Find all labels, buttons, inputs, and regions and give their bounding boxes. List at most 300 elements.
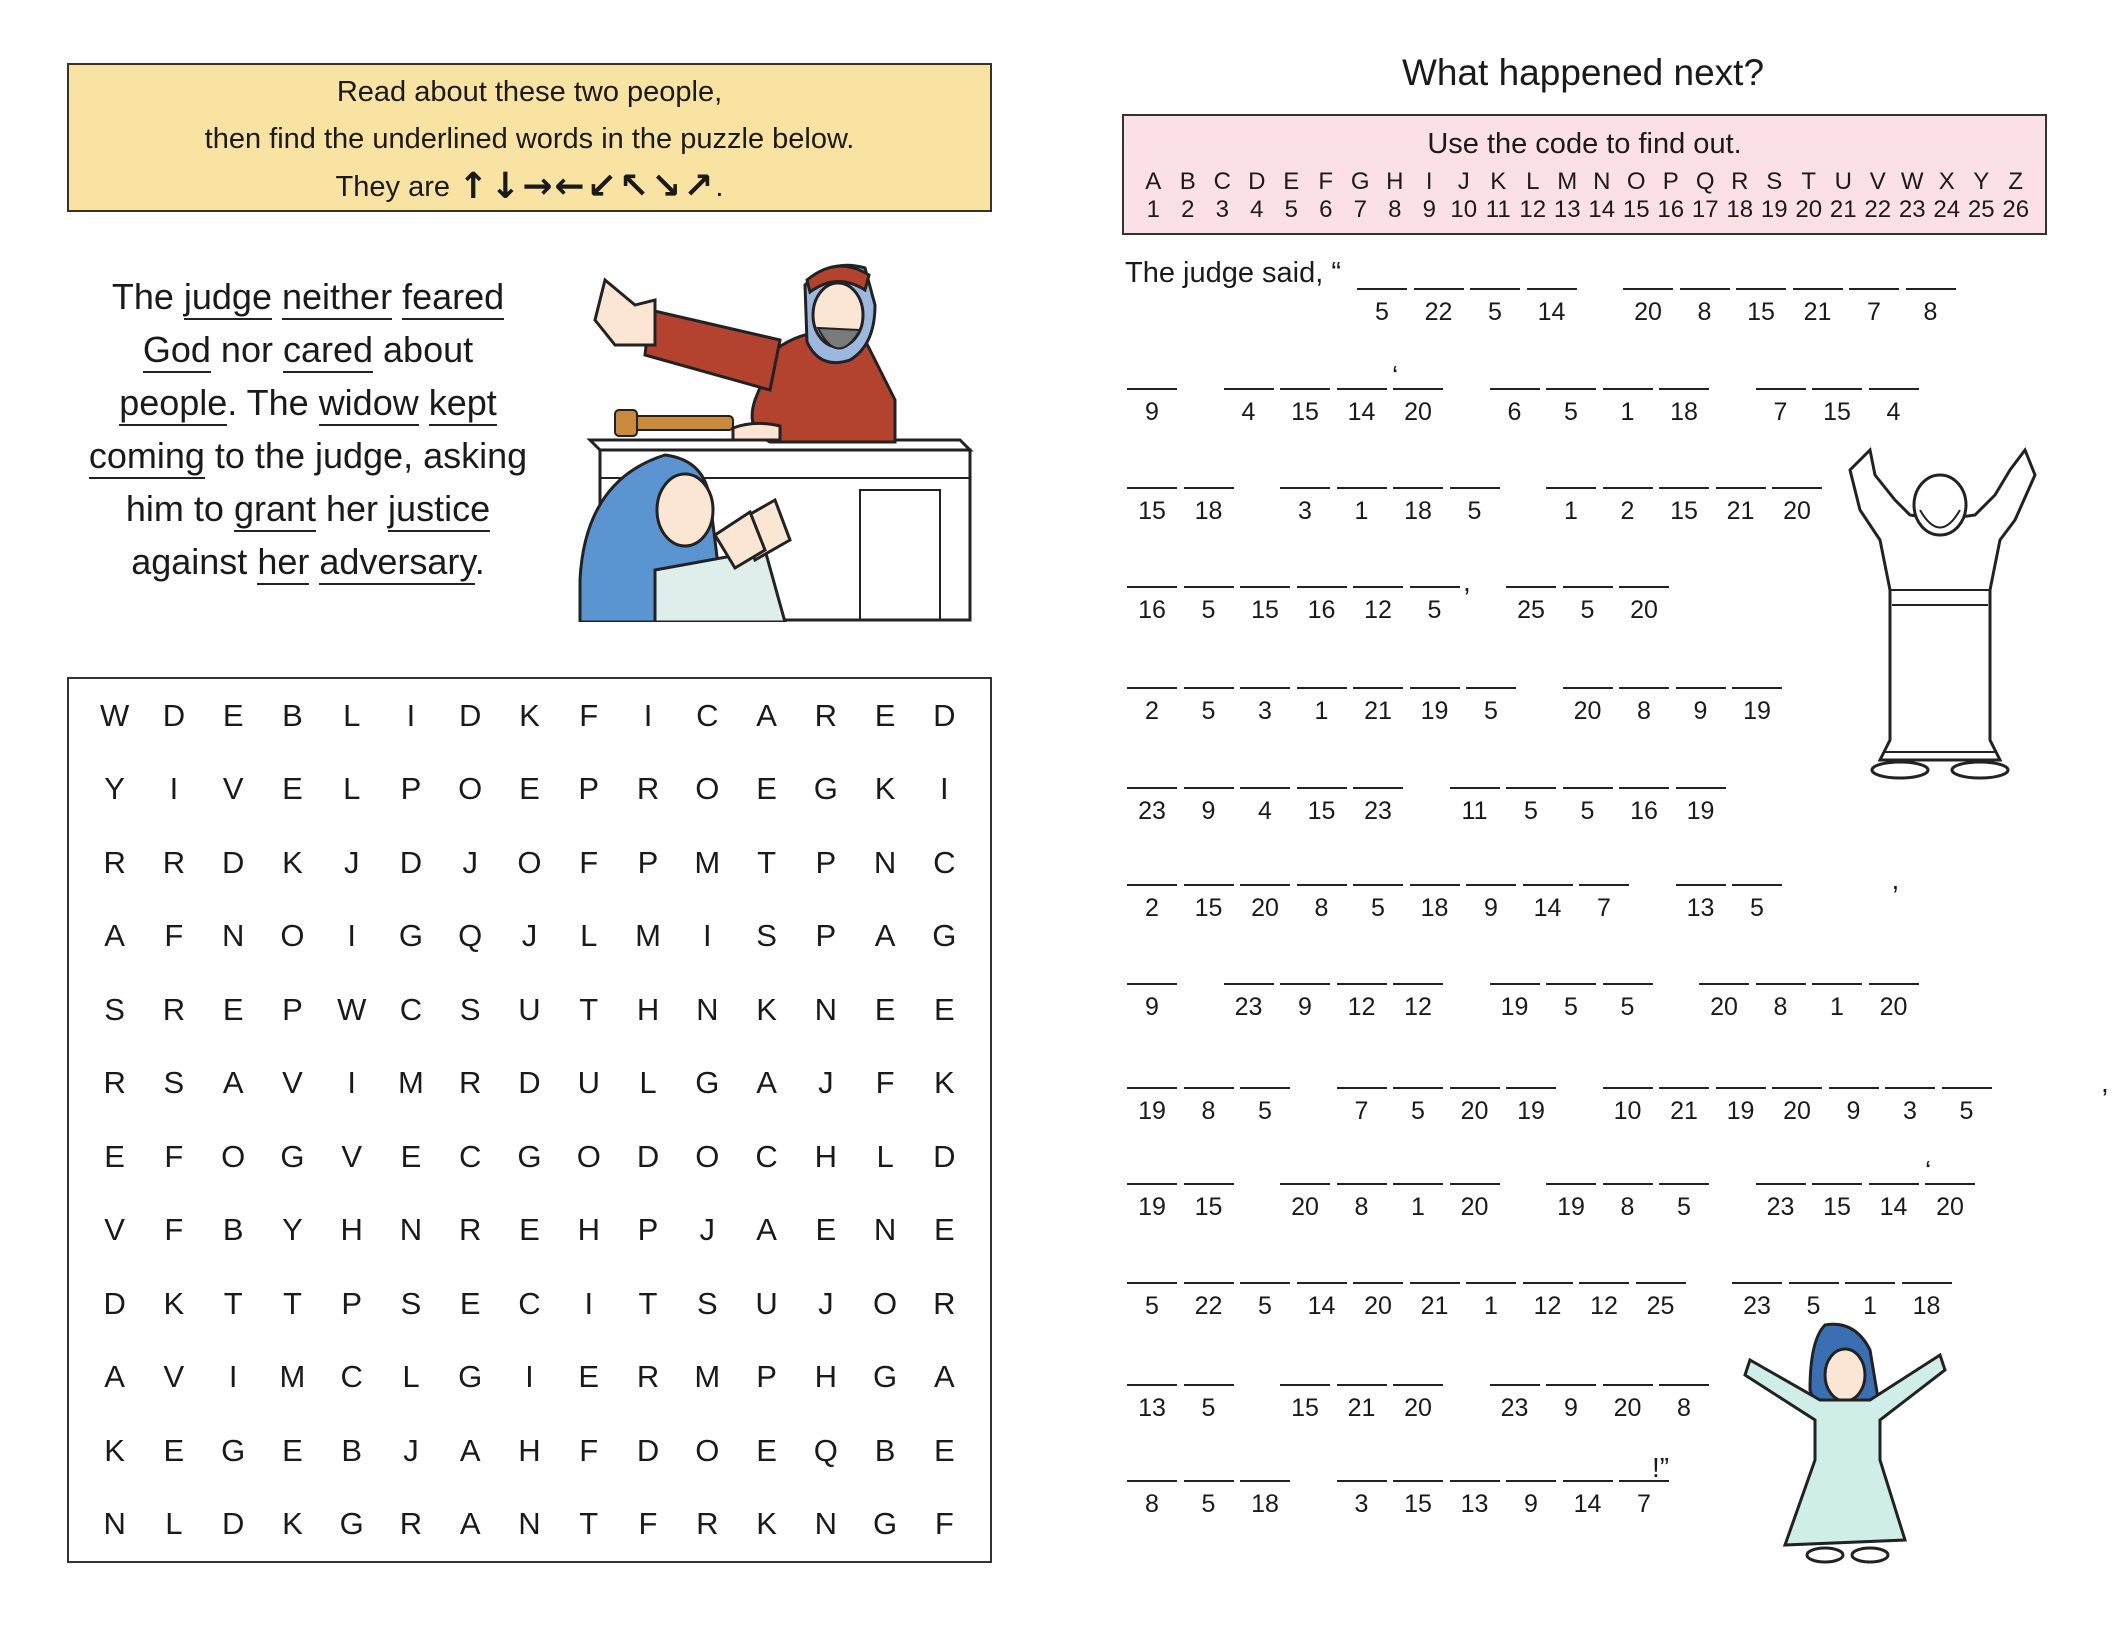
grid-letter[interactable]: A <box>459 1432 481 1468</box>
grid-letter[interactable]: O <box>695 771 720 807</box>
letter-blank[interactable] <box>1579 1282 1629 1338</box>
letter-blank[interactable] <box>1410 586 1460 642</box>
letter-blank[interactable] <box>1184 787 1234 843</box>
letter-blank[interactable] <box>1240 1282 1290 1338</box>
letter-blank[interactable] <box>1603 983 1653 1039</box>
grid-letter[interactable]: R <box>103 1065 126 1101</box>
grid-letter[interactable]: M <box>694 844 721 880</box>
letter-blank[interactable] <box>1357 288 1407 344</box>
letter-blank[interactable] <box>1337 1183 1387 1239</box>
grid-letter[interactable]: O <box>221 1138 246 1174</box>
grid-letter[interactable]: K <box>282 1506 303 1542</box>
grid-letter[interactable]: E <box>519 771 540 807</box>
letter-blank[interactable] <box>1127 1183 1177 1239</box>
grid-letter[interactable]: G <box>339 1506 364 1542</box>
grid-letter[interactable]: E <box>104 1138 125 1174</box>
letter-blank[interactable] <box>1736 288 1786 344</box>
grid-letter[interactable]: J <box>403 1432 419 1468</box>
grid-letter[interactable]: I <box>347 918 356 954</box>
letter-blank[interactable] <box>1297 787 1347 843</box>
grid-letter[interactable]: N <box>873 1212 897 1248</box>
grid-letter[interactable]: D <box>518 1065 541 1101</box>
grid-letter[interactable]: G <box>932 918 957 954</box>
grid-letter[interactable]: Q <box>813 1432 838 1468</box>
letter-blank[interactable] <box>1812 388 1862 444</box>
grid-letter[interactable]: O <box>873 1285 898 1321</box>
letter-blank[interactable] <box>1490 388 1540 444</box>
grid-letter[interactable]: B <box>222 1212 244 1248</box>
letter-blank[interactable] <box>1716 487 1766 543</box>
letter-blank[interactable] <box>1127 586 1177 642</box>
grid-letter[interactable]: F <box>875 1065 895 1101</box>
letter-blank[interactable] <box>1812 1183 1862 1239</box>
letter-blank[interactable] <box>1659 388 1709 444</box>
grid-letter[interactable]: F <box>164 1212 184 1248</box>
letter-blank[interactable] <box>1466 687 1516 743</box>
grid-letter[interactable]: P <box>815 918 837 954</box>
letter-blank[interactable] <box>1240 586 1290 642</box>
letter-blank[interactable] <box>1603 1183 1653 1239</box>
grid-letter[interactable]: R <box>399 1506 423 1542</box>
letter-blank[interactable] <box>1184 884 1234 940</box>
letter-blank[interactable] <box>1563 687 1613 743</box>
grid-letter[interactable]: R <box>696 1506 719 1542</box>
letter-blank[interactable] <box>1772 1087 1822 1143</box>
grid-letter[interactable]: D <box>636 1138 660 1174</box>
grid-letter[interactable]: E <box>934 1212 955 1248</box>
letter-blank[interactable] <box>1240 884 1290 940</box>
grid-letter[interactable]: D <box>162 697 186 733</box>
letter-blank[interactable] <box>1127 983 1177 1039</box>
grid-letter[interactable]: E <box>282 771 303 807</box>
letter-blank[interactable] <box>1812 983 1862 1039</box>
letter-blank[interactable] <box>1337 983 1387 1039</box>
grid-letter[interactable]: L <box>580 918 598 954</box>
letter-blank[interactable] <box>1184 687 1234 743</box>
letter-blank[interactable] <box>1563 1480 1613 1536</box>
letter-blank[interactable] <box>1450 1087 1500 1143</box>
grid-letter[interactable]: K <box>756 1506 777 1542</box>
grid-letter[interactable]: J <box>818 1065 834 1101</box>
grid-letter[interactable]: C <box>755 1138 778 1174</box>
grid-letter[interactable]: G <box>458 1359 483 1395</box>
grid-letter[interactable]: C <box>933 844 956 880</box>
grid-letter[interactable]: V <box>104 1212 125 1248</box>
letter-blank[interactable] <box>1353 586 1403 642</box>
grid-letter[interactable]: G <box>873 1506 898 1542</box>
grid-letter[interactable]: D <box>221 844 245 880</box>
grid-letter[interactable]: I <box>228 1359 238 1395</box>
letter-blank[interactable] <box>1490 1384 1540 1440</box>
grid-letter[interactable]: P <box>815 844 837 880</box>
grid-letter[interactable]: N <box>696 991 719 1027</box>
grid-letter[interactable]: D <box>933 1138 956 1174</box>
letter-blank[interactable] <box>1619 1480 1669 1536</box>
letter-blank[interactable] <box>1829 1087 1879 1143</box>
letter-blank[interactable] <box>1127 687 1177 743</box>
grid-letter[interactable]: R <box>814 697 838 733</box>
grid-letter[interactable]: S <box>459 991 481 1027</box>
grid-letter[interactable]: I <box>406 697 416 733</box>
letter-blank[interactable] <box>1240 687 1290 743</box>
grid-letter[interactable]: E <box>519 1212 540 1248</box>
grid-letter[interactable]: G <box>517 1138 542 1174</box>
grid-letter[interactable]: A <box>104 918 125 954</box>
grid-letter[interactable]: M <box>279 1359 306 1395</box>
letter-blank[interactable] <box>1280 1384 1330 1440</box>
grid-letter[interactable]: P <box>400 771 422 807</box>
letter-blank[interactable] <box>1127 388 1177 444</box>
grid-letter[interactable]: R <box>933 1285 956 1321</box>
grid-letter[interactable]: Y <box>104 771 125 807</box>
grid-letter[interactable]: E <box>578 1359 600 1395</box>
grid-letter[interactable]: J <box>521 918 538 954</box>
letter-blank[interactable] <box>1393 1087 1443 1143</box>
letter-blank[interactable] <box>1337 1087 1387 1143</box>
letter-blank[interactable] <box>1353 884 1403 940</box>
grid-letter[interactable]: L <box>165 1506 183 1542</box>
letter-blank[interactable] <box>1546 1183 1596 1239</box>
grid-letter[interactable]: E <box>222 991 244 1027</box>
grid-letter[interactable]: F <box>934 1506 954 1542</box>
grid-letter[interactable]: A <box>459 1506 481 1542</box>
letter-blank[interactable] <box>1546 487 1596 543</box>
letter-blank[interactable] <box>1450 787 1500 843</box>
grid-letter[interactable]: N <box>814 991 838 1027</box>
grid-letter[interactable]: U <box>755 1285 778 1321</box>
grid-letter[interactable]: U <box>577 1065 600 1101</box>
letter-blank[interactable] <box>1732 884 1782 940</box>
letter-blank[interactable] <box>1337 487 1387 543</box>
letter-blank[interactable] <box>1393 1183 1443 1239</box>
grid-letter[interactable]: D <box>459 697 482 733</box>
grid-letter[interactable]: I <box>525 1359 534 1395</box>
grid-letter[interactable]: R <box>103 844 126 880</box>
grid-letter[interactable]: E <box>282 1432 303 1468</box>
letter-blank[interactable] <box>1527 288 1577 344</box>
grid-letter[interactable]: E <box>874 991 896 1027</box>
grid-letter[interactable]: I <box>169 771 179 807</box>
letter-blank[interactable] <box>1393 487 1443 543</box>
grid-letter[interactable]: L <box>402 1359 420 1395</box>
letter-blank[interactable] <box>1563 586 1613 642</box>
grid-letter[interactable]: C <box>518 1285 541 1321</box>
letter-blank[interactable] <box>1756 983 1806 1039</box>
letter-blank[interactable] <box>1659 487 1709 543</box>
grid-letter[interactable]: K <box>874 771 896 807</box>
letter-blank[interactable] <box>1240 1480 1290 1536</box>
letter-blank[interactable] <box>1184 1384 1234 1440</box>
grid-letter[interactable]: F <box>579 1432 599 1468</box>
letter-blank[interactable] <box>1280 388 1330 444</box>
letter-blank[interactable] <box>1869 388 1919 444</box>
letter-blank[interactable] <box>1337 1480 1387 1536</box>
letter-blank[interactable] <box>1732 687 1782 743</box>
letter-blank[interactable] <box>1127 487 1177 543</box>
grid-letter[interactable]: E <box>756 771 777 807</box>
grid-letter[interactable]: T <box>757 844 777 880</box>
grid-letter[interactable]: G <box>280 1138 305 1174</box>
grid-letter[interactable]: G <box>221 1432 246 1468</box>
grid-letter[interactable]: V <box>282 1065 303 1101</box>
grid-letter[interactable]: A <box>756 1065 777 1101</box>
grid-letter[interactable]: R <box>162 844 186 880</box>
grid-letter[interactable]: E <box>459 1285 481 1321</box>
grid-letter[interactable]: O <box>517 844 542 880</box>
letter-blank[interactable] <box>1885 1087 1935 1143</box>
letter-blank[interactable] <box>1297 687 1347 743</box>
letter-blank[interactable] <box>1925 1183 1975 1239</box>
letter-blank[interactable] <box>1393 983 1443 1039</box>
letter-blank[interactable] <box>1240 1087 1290 1143</box>
grid-letter[interactable]: L <box>639 1065 657 1101</box>
letter-blank[interactable] <box>1869 1183 1919 1239</box>
letter-blank[interactable] <box>1676 787 1726 843</box>
grid-letter[interactable]: Q <box>458 918 483 954</box>
grid-letter[interactable]: C <box>399 991 423 1027</box>
letter-blank[interactable] <box>1184 586 1234 642</box>
letter-blank[interactable] <box>1506 1087 1556 1143</box>
grid-letter[interactable]: J <box>699 1212 716 1248</box>
letter-blank[interactable] <box>1470 288 1520 344</box>
grid-letter[interactable]: S <box>104 991 125 1027</box>
grid-letter[interactable]: L <box>343 697 361 733</box>
letter-blank[interactable] <box>1393 388 1443 444</box>
letter-blank[interactable] <box>1849 288 1899 344</box>
grid-letter[interactable]: C <box>696 697 719 733</box>
grid-letter[interactable]: H <box>340 1212 363 1248</box>
grid-letter[interactable]: L <box>343 771 361 807</box>
grid-letter[interactable]: K <box>519 697 540 733</box>
grid-letter[interactable]: E <box>934 1432 955 1468</box>
grid-letter[interactable]: E <box>163 1432 185 1468</box>
letter-blank[interactable] <box>1337 1384 1387 1440</box>
grid-letter[interactable]: R <box>636 1359 660 1395</box>
grid-letter[interactable]: H <box>814 1138 838 1174</box>
grid-letter[interactable]: O <box>280 918 305 954</box>
grid-letter[interactable]: I <box>584 1285 594 1321</box>
letter-blank[interactable] <box>1184 1480 1234 1536</box>
grid-letter[interactable]: D <box>221 1506 245 1542</box>
letter-blank[interactable] <box>1523 1282 1573 1338</box>
letter-blank[interactable] <box>1546 1384 1596 1440</box>
grid-letter[interactable]: S <box>400 1285 422 1321</box>
letter-blank[interactable] <box>1659 1087 1709 1143</box>
letter-blank[interactable] <box>1127 1087 1177 1143</box>
grid-letter[interactable]: D <box>636 1432 660 1468</box>
letter-blank[interactable] <box>1410 884 1460 940</box>
grid-letter[interactable]: H <box>577 1212 600 1248</box>
letter-blank[interactable] <box>1297 884 1347 940</box>
grid-letter[interactable]: M <box>694 1359 721 1395</box>
grid-letter[interactable]: N <box>221 918 245 954</box>
letter-blank[interactable] <box>1659 1384 1709 1440</box>
letter-blank[interactable] <box>1772 487 1822 543</box>
grid-letter[interactable]: E <box>222 697 244 733</box>
letter-blank[interactable] <box>1579 884 1629 940</box>
grid-letter[interactable]: C <box>340 1359 363 1395</box>
letter-blank[interactable] <box>1280 1183 1330 1239</box>
letter-blank[interactable] <box>1127 1282 1177 1338</box>
grid-letter[interactable]: L <box>876 1138 894 1174</box>
grid-letter[interactable]: J <box>462 844 478 880</box>
grid-letter[interactable]: R <box>162 991 186 1027</box>
letter-blank[interactable] <box>1127 1384 1177 1440</box>
grid-letter[interactable]: P <box>637 844 659 880</box>
letter-blank[interactable] <box>1450 1480 1500 1536</box>
letter-blank[interactable] <box>1699 983 1749 1039</box>
grid-letter[interactable]: O <box>576 1138 601 1174</box>
grid-letter[interactable]: S <box>163 1065 185 1101</box>
grid-letter[interactable]: N <box>103 1506 126 1542</box>
letter-blank[interactable] <box>1546 983 1596 1039</box>
letter-blank[interactable] <box>1676 687 1726 743</box>
grid-letter[interactable]: E <box>815 1212 837 1248</box>
letter-blank[interactable] <box>1506 586 1556 642</box>
grid-letter[interactable]: G <box>695 1065 720 1101</box>
grid-letter[interactable]: H <box>518 1432 541 1468</box>
grid-letter[interactable]: R <box>636 771 660 807</box>
grid-letter[interactable]: N <box>814 1506 838 1542</box>
grid-letter[interactable]: A <box>222 1065 244 1101</box>
grid-letter[interactable]: N <box>873 844 897 880</box>
letter-blank[interactable] <box>1603 1087 1653 1143</box>
grid-letter[interactable]: K <box>934 1065 955 1101</box>
letter-blank[interactable] <box>1297 586 1347 642</box>
grid-letter[interactable]: K <box>756 991 777 1027</box>
letter-blank[interactable] <box>1184 1087 1234 1143</box>
letter-blank[interactable] <box>1619 586 1669 642</box>
grid-letter[interactable]: M <box>635 918 661 954</box>
grid-letter[interactable]: V <box>222 771 244 807</box>
letter-blank[interactable] <box>1450 487 1500 543</box>
letter-blank[interactable] <box>1393 1480 1443 1536</box>
grid-letter[interactable]: C <box>459 1138 482 1174</box>
grid-letter[interactable]: O <box>695 1432 720 1468</box>
letter-blank[interactable] <box>1490 983 1540 1039</box>
grid-letter[interactable]: E <box>756 1432 777 1468</box>
letter-blank[interactable] <box>1353 1282 1403 1338</box>
letter-blank[interactable] <box>1506 1480 1556 1536</box>
letter-blank[interactable] <box>1280 983 1330 1039</box>
grid-letter[interactable]: N <box>399 1212 423 1248</box>
grid-letter[interactable]: D <box>103 1285 126 1321</box>
grid-letter[interactable]: B <box>874 1432 896 1468</box>
letter-blank[interactable] <box>1224 983 1274 1039</box>
grid-letter[interactable]: E <box>934 991 955 1027</box>
grid-letter[interactable]: O <box>458 771 483 807</box>
letter-blank[interactable] <box>1127 1480 1177 1536</box>
grid-letter[interactable]: H <box>814 1359 838 1395</box>
letter-blank[interactable] <box>1636 1282 1686 1338</box>
letter-blank[interactable] <box>1756 388 1806 444</box>
letter-blank[interactable] <box>1127 884 1177 940</box>
grid-letter[interactable]: I <box>347 1065 356 1101</box>
grid-letter[interactable]: D <box>933 697 956 733</box>
letter-blank[interactable] <box>1240 787 1290 843</box>
letter-blank[interactable] <box>1450 1183 1500 1239</box>
grid-letter[interactable]: J <box>818 1285 834 1321</box>
grid-letter[interactable]: A <box>104 1359 125 1395</box>
grid-letter[interactable]: R <box>459 1065 482 1101</box>
grid-letter[interactable]: K <box>163 1285 185 1321</box>
letter-blank[interactable] <box>1563 787 1613 843</box>
letter-blank[interactable] <box>1410 1282 1460 1338</box>
letter-blank[interactable] <box>1676 884 1726 940</box>
grid-letter[interactable]: K <box>104 1432 125 1468</box>
letter-blank[interactable] <box>1184 487 1234 543</box>
letter-blank[interactable] <box>1603 388 1653 444</box>
grid-letter[interactable]: I <box>940 771 949 807</box>
grid-letter[interactable]: A <box>934 1359 955 1395</box>
grid-letter[interactable]: P <box>282 991 303 1027</box>
letter-blank[interactable] <box>1184 1282 1234 1338</box>
letter-blank[interactable] <box>1466 1282 1516 1338</box>
grid-letter[interactable]: W <box>337 991 367 1027</box>
grid-letter[interactable]: T <box>638 1285 658 1321</box>
grid-letter[interactable]: O <box>695 1138 720 1174</box>
grid-letter[interactable]: T <box>579 1506 599 1542</box>
letter-blank[interactable] <box>1619 687 1669 743</box>
grid-letter[interactable]: P <box>578 771 600 807</box>
letter-blank[interactable] <box>1869 983 1919 1039</box>
grid-letter[interactable]: V <box>163 1359 185 1395</box>
letter-blank[interactable] <box>1942 1087 1992 1143</box>
grid-letter[interactable]: F <box>164 1138 184 1174</box>
grid-letter[interactable]: G <box>813 771 838 807</box>
grid-letter[interactable]: R <box>459 1212 482 1248</box>
letter-blank[interactable] <box>1280 487 1330 543</box>
letter-blank[interactable] <box>1410 687 1460 743</box>
grid-letter[interactable]: A <box>874 918 896 954</box>
letter-blank[interactable] <box>1603 487 1653 543</box>
grid-letter[interactable]: W <box>100 697 130 733</box>
grid-letter[interactable]: U <box>518 991 541 1027</box>
grid-letter[interactable]: F <box>579 697 599 733</box>
grid-letter[interactable]: M <box>398 1065 424 1101</box>
letter-blank[interactable] <box>1414 288 1464 344</box>
grid-letter[interactable]: S <box>696 1285 718 1321</box>
grid-letter[interactable]: A <box>756 697 777 733</box>
grid-letter[interactable]: T <box>223 1285 243 1321</box>
grid-letter[interactable]: I <box>643 697 653 733</box>
letter-blank[interactable] <box>1353 687 1403 743</box>
word-search-grid[interactable] <box>67 677 992 1563</box>
letter-blank[interactable] <box>1184 1183 1234 1239</box>
letter-blank[interactable] <box>1546 388 1596 444</box>
grid-letter[interactable]: E <box>400 1138 422 1174</box>
letter-blank[interactable] <box>1659 1183 1709 1239</box>
letter-blank[interactable] <box>1603 1384 1653 1440</box>
grid-letter[interactable]: P <box>341 1285 363 1321</box>
letter-blank[interactable] <box>1716 1087 1766 1143</box>
letter-blank[interactable] <box>1224 388 1274 444</box>
letter-blank[interactable] <box>1353 787 1403 843</box>
grid-letter[interactable]: S <box>756 918 777 954</box>
grid-letter[interactable]: K <box>282 844 303 880</box>
grid-letter[interactable]: T <box>282 1285 302 1321</box>
grid-letter[interactable]: B <box>341 1432 363 1468</box>
letter-blank[interactable] <box>1523 884 1573 940</box>
letter-blank[interactable] <box>1680 288 1730 344</box>
grid-letter[interactable]: T <box>579 991 599 1027</box>
letter-blank[interactable] <box>1337 388 1387 444</box>
letter-blank[interactable] <box>1393 1384 1443 1440</box>
grid-letter[interactable]: G <box>398 918 424 954</box>
grid-letter[interactable]: D <box>399 844 423 880</box>
grid-letter[interactable]: N <box>518 1506 541 1542</box>
letter-blank[interactable] <box>1906 288 1956 344</box>
